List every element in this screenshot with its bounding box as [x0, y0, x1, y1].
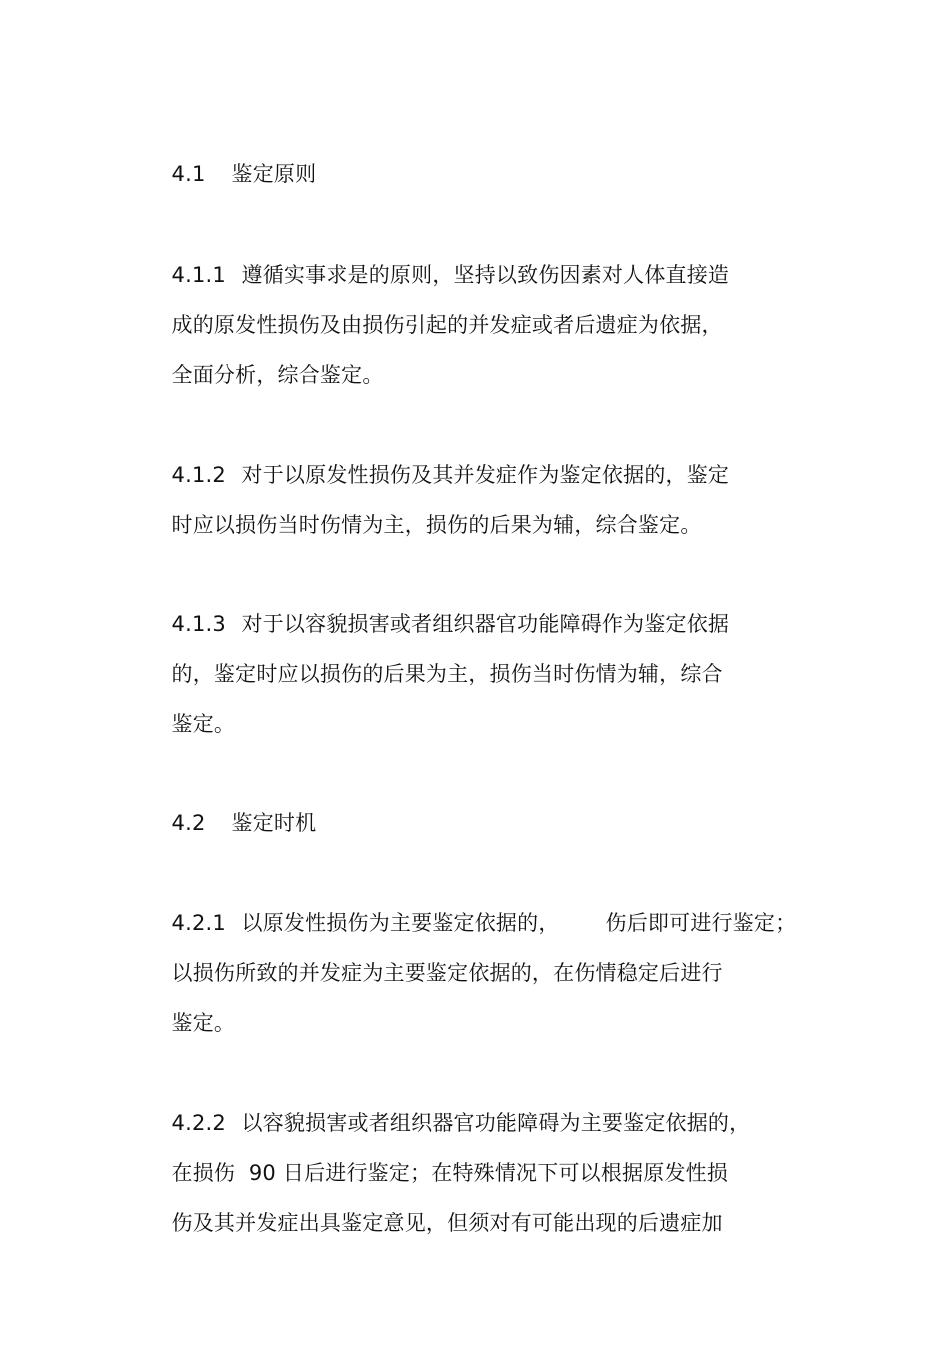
- section-heading-4-1: [144, 129, 316, 219]
- clause-number: 4.1.2: [171, 463, 226, 487]
- clause-text: 时应以损伤当时伤情为主，损伤的后果为辅，综合鉴定。: [171, 513, 702, 537]
- clause-4-1-3-line-3: [144, 679, 235, 769]
- clause-number: 4.2.1: [171, 911, 226, 935]
- clause-text: 鉴定。: [171, 1011, 236, 1035]
- clause-4-2-1-line-3: [144, 978, 235, 1068]
- clause-number: 4.1.1: [171, 263, 226, 287]
- clause-4-1-1-line-3: [144, 330, 384, 420]
- clause-text: 伤及其并发症出具鉴定意见，但须对有可能出现的后遗症加: [171, 1211, 723, 1235]
- clause-text: 以损伤所致的并发症为主要鉴定依据的，在伤情稳定后进行: [171, 961, 723, 985]
- section-heading-4-2: [144, 778, 316, 868]
- clause-4-2-2-line-3: [144, 1178, 723, 1268]
- clause-number: 4.1.3: [171, 612, 226, 636]
- section-number: 4.1: [171, 162, 206, 186]
- clause-text: 在损伤 90 日后进行鉴定；在特殊情况下可以根据原发性损: [171, 1161, 729, 1185]
- clause-text: 的，鉴定时应以损伤的后果为主，损伤当时伤情为辅，综合: [171, 662, 723, 686]
- clause-4-1-2-line-2: [144, 480, 702, 570]
- section-title: 鉴定原则: [231, 162, 317, 186]
- clause-text: 成的原发性损伤及由损伤引起的并发症或者后遗症为依据，: [171, 313, 723, 337]
- clause-number: 4.2.2: [171, 1111, 226, 1135]
- clause-text: 对于以原发性损伤及其并发症作为鉴定依据的，鉴定: [241, 463, 730, 487]
- clause-text: 以容貌损害或者组织器官功能障碍为主要鉴定依据的，: [241, 1111, 751, 1135]
- clause-text: 伤后即可进行鉴定；: [605, 911, 797, 935]
- clause-text: 以原发性损伤为主要鉴定依据的，: [241, 911, 560, 935]
- section-number: 4.2: [171, 811, 206, 835]
- clause-text: 全面分析，综合鉴定。: [171, 363, 384, 387]
- clause-text: 对于以容貌损害或者组织器官功能障碍作为鉴定依据: [241, 612, 730, 636]
- clause-text: 鉴定。: [171, 712, 236, 736]
- section-title: 鉴定时机: [231, 811, 317, 835]
- clause-text: 遵循实事求是的原则，坚持以致伤因素对人体直接造: [241, 263, 730, 287]
